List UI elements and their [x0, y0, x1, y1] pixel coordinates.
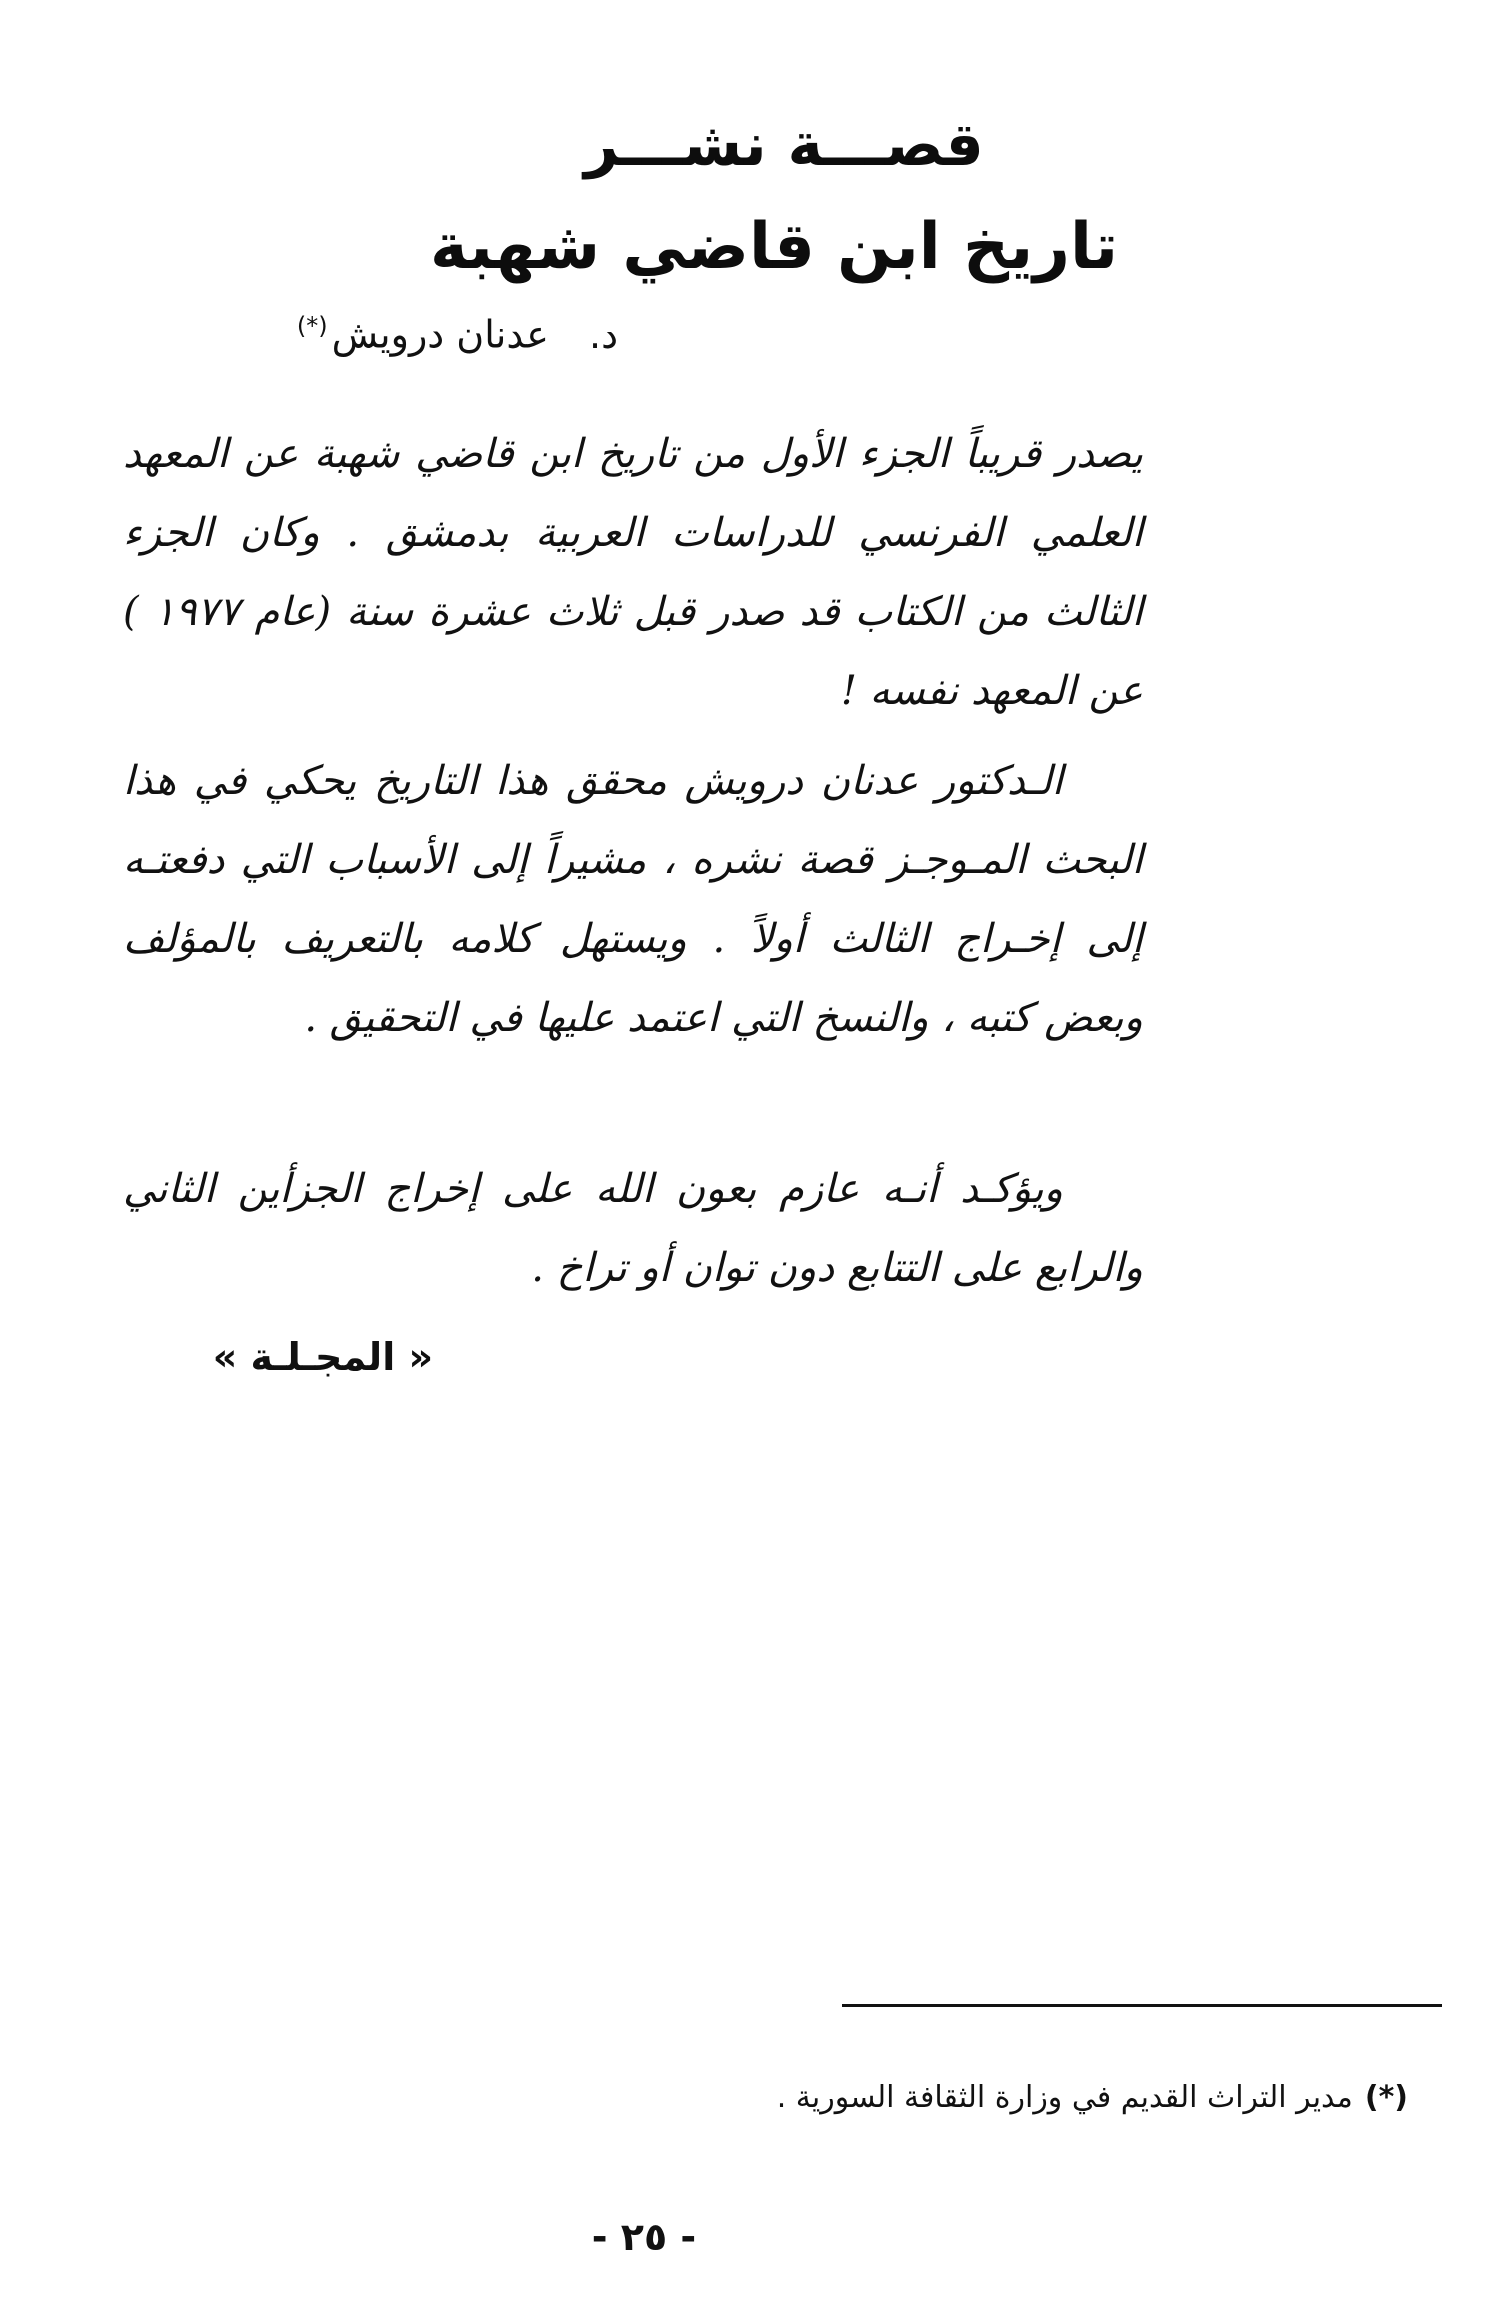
author-footnote-marker: (*) [296, 312, 328, 340]
footnote-divider [842, 2004, 1442, 2007]
paragraph-1: يصدر قريباً الجزء الأول من تاريخ ابن قاضي شهبة عن المعهد العلمي الفرنسي للدراسات العربية بدمشق . وكان الجزء الثالث من الكتاب قد صدر قبل ثلاث عشرة سنة (عام ١٩٧٧ ) عن المعهد نفسه ! [123, 431, 1143, 714]
journal-signature: « المجـلـة » [212, 1335, 433, 1379]
article-title-line-1: قصـــة نشـــر [584, 110, 984, 180]
page-number: - ٢٥ - [591, 2215, 697, 2259]
author-byline [297, 312, 618, 357]
author-name: عدنان درويش [331, 312, 549, 357]
footnote [777, 2080, 1408, 2115]
footnote-text: مدير التراث القديم في وزارة الثقافة السورية . [776, 2080, 1353, 2115]
paragraph-3: ويؤكـد أنـه عازم بعون الله على إخراج الجزأين الثاني والرابع على التتابع دون توان أو تراخ . [123, 1166, 1143, 1291]
author-prefix: د. [588, 312, 618, 357]
paragraph-2: الـدكتور عدنان درويش محقق هذا التاريخ يحكي في هذا البحث المـوجـز قصة نشره ، مشيراً إلى الأسباب التي دفعتـه إلى إخـراج الثالث أولاً . ويستهل كلامه بالتعريف بالمؤلف وبعض كتبه ، والنسخ التي اعتمد عليها في التحقيق . [123, 758, 1143, 1041]
article-title-line-2: تاريخ ابن قاضي شهبة [429, 210, 1119, 284]
footnote-marker: (*) [1364, 2080, 1408, 2115]
